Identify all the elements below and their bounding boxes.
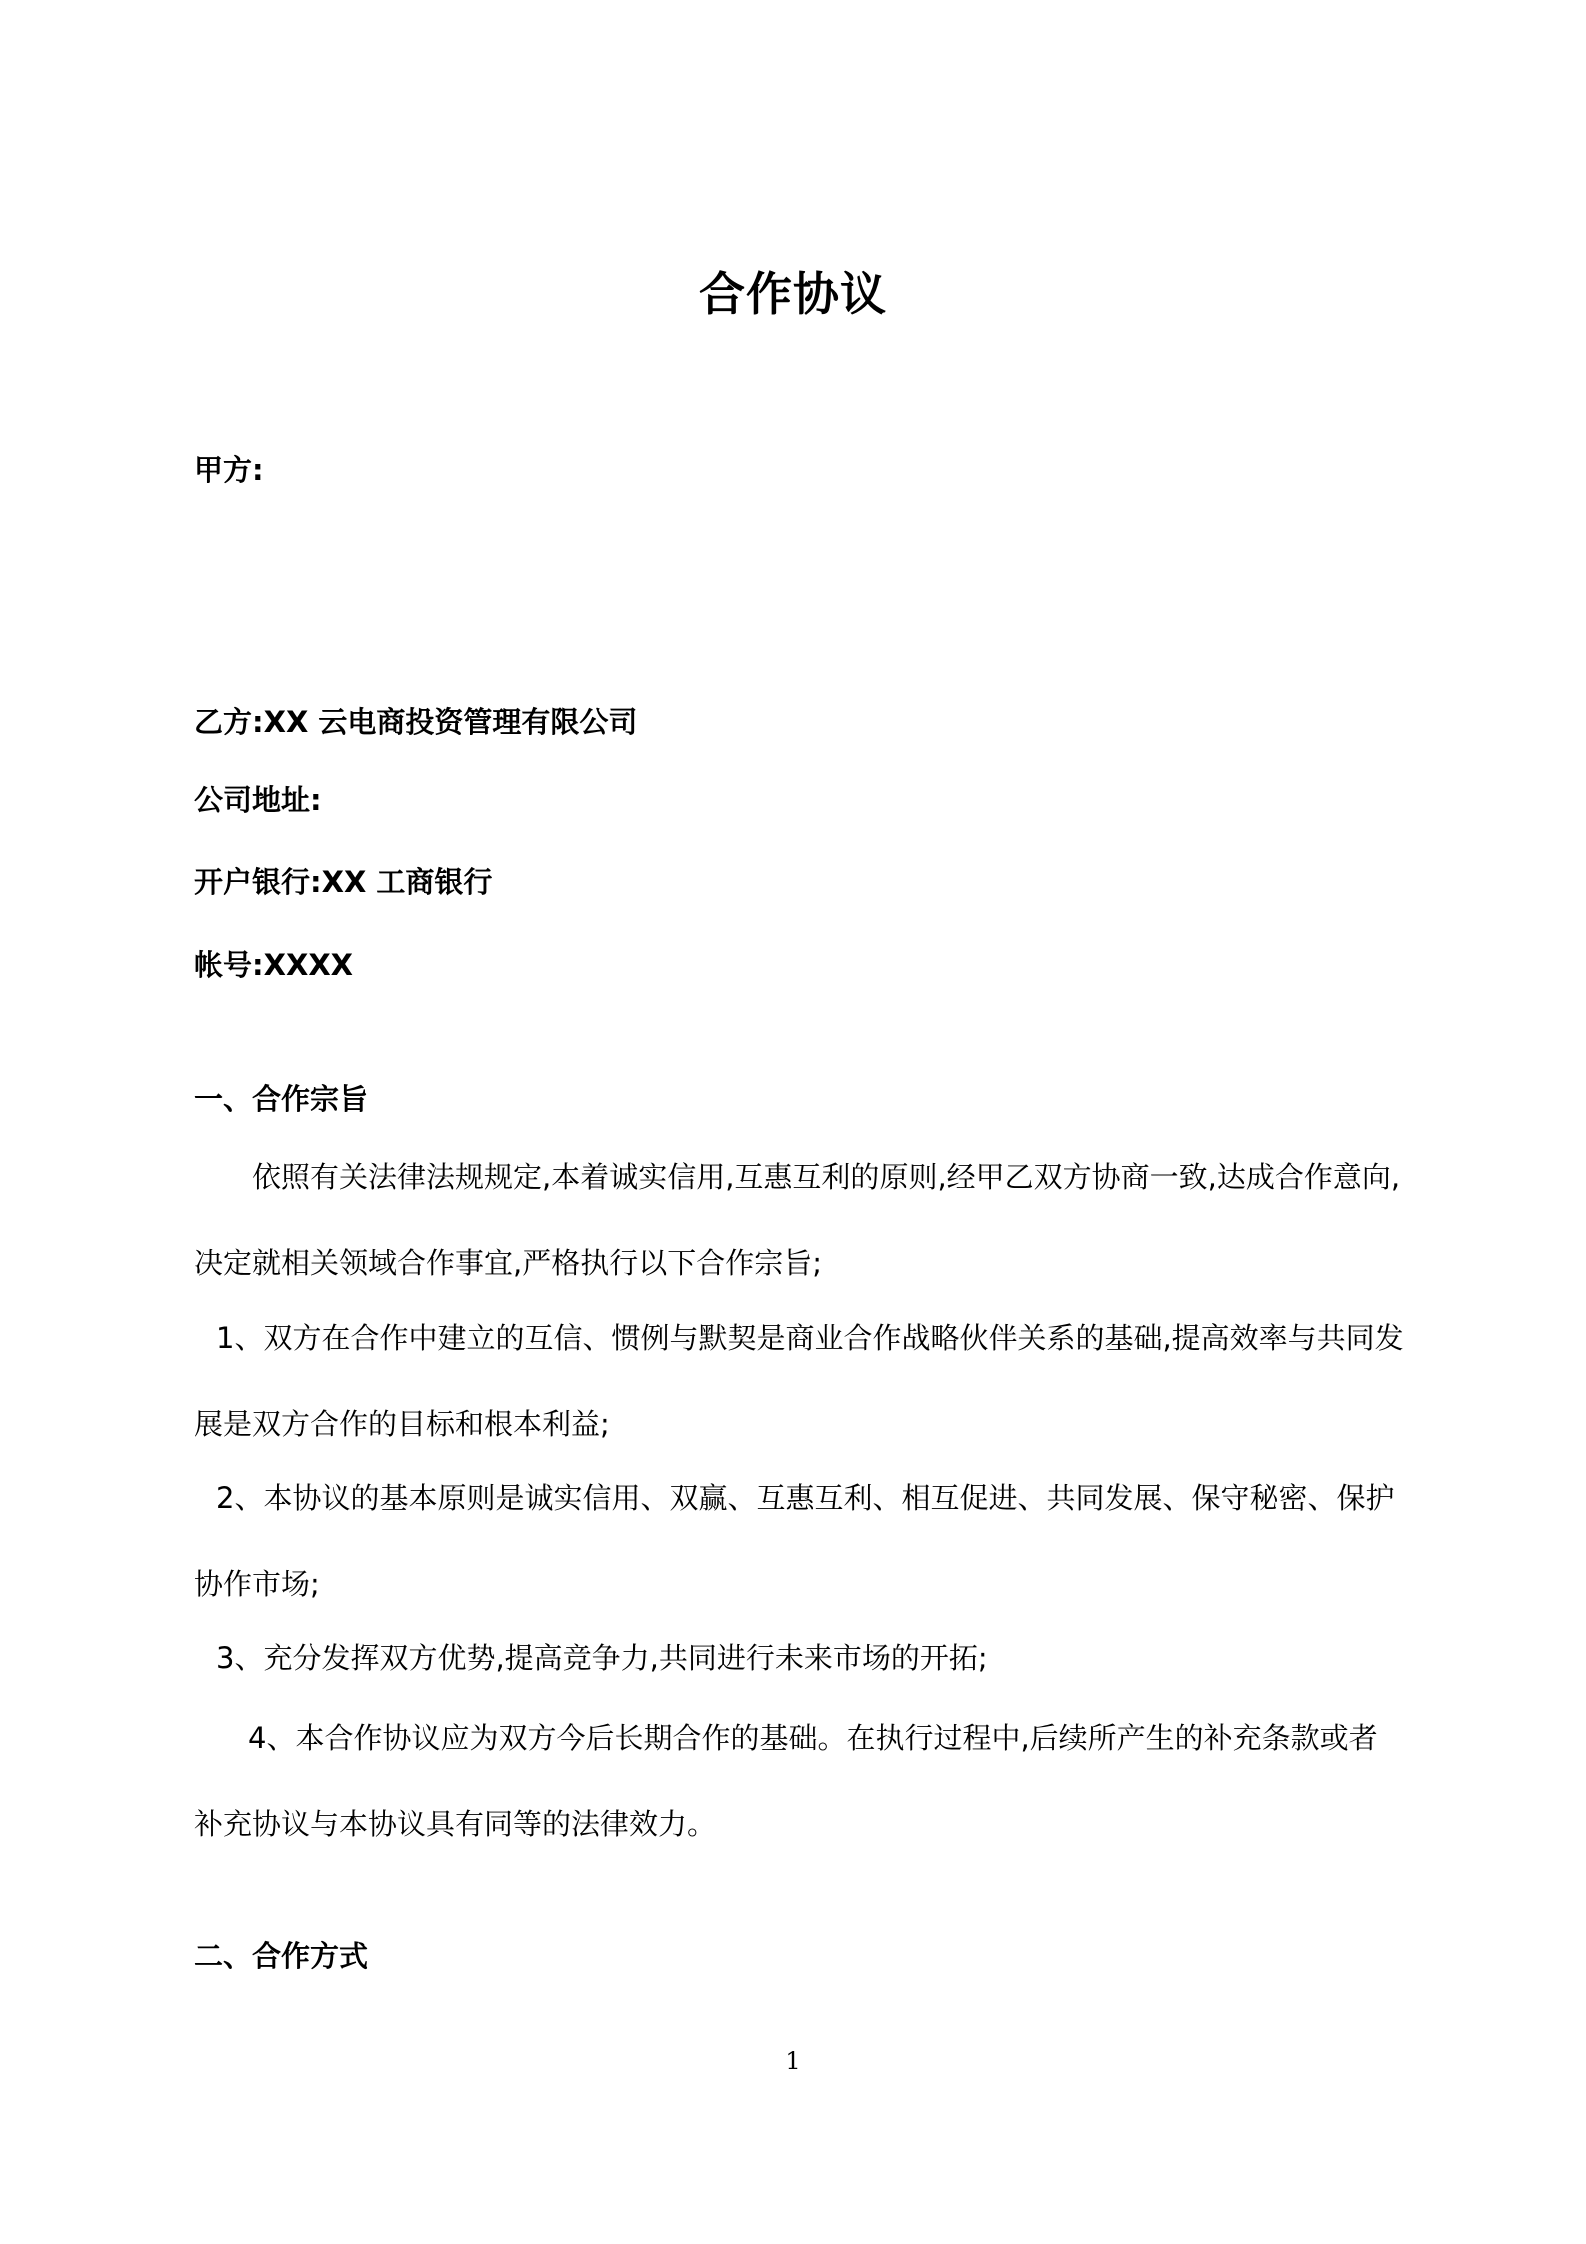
section-1-item-1: 1、双方在合作中建立的互信、惯例与默契是商业合作战略伙伴关系的基础,提高效率与共同发展是双方合作的目标和根本利益;: [194, 1321, 1404, 1441]
bank-line: 开户银行:XX 工商银行: [194, 865, 493, 899]
account-line: 帐号:XXXX: [194, 948, 354, 982]
section-1-item-3: 3、充分发挥双方优势,提高竞争力,共同进行未来市场的开拓;: [216, 1641, 988, 1675]
page-number: 1: [785, 2047, 801, 2075]
document-title: 合作协议: [699, 267, 887, 321]
section-1-item-2: 2、本协议的基本原则是诚实信用、双赢、互惠互利、相互促进、共同发展、保守秘密、保护协作市场;: [194, 1481, 1395, 1601]
company-address-line: 公司地址:: [194, 783, 322, 817]
party-b-line: 乙方:XX 云电商投资管理有限公司: [194, 705, 638, 739]
section-1-heading: 一、合作宗旨: [194, 1082, 369, 1116]
section-2-heading: 二、合作方式: [194, 1939, 369, 1973]
section-1-intro: 依照有关法律法规规定,本着诚实信用,互惠互利的原则,经甲乙双方协商一致,达成合作意向,决定就相关领域合作事宜,严格执行以下合作宗旨;: [194, 1160, 1401, 1280]
party-a-label: 甲方:: [194, 453, 264, 487]
section-1-item-4: 4、本合作协议应为双方今后长期合作的基础。在执行过程中,后续所产生的补充条款或者补充协议与本协议具有同等的法律效力。: [194, 1721, 1378, 1841]
